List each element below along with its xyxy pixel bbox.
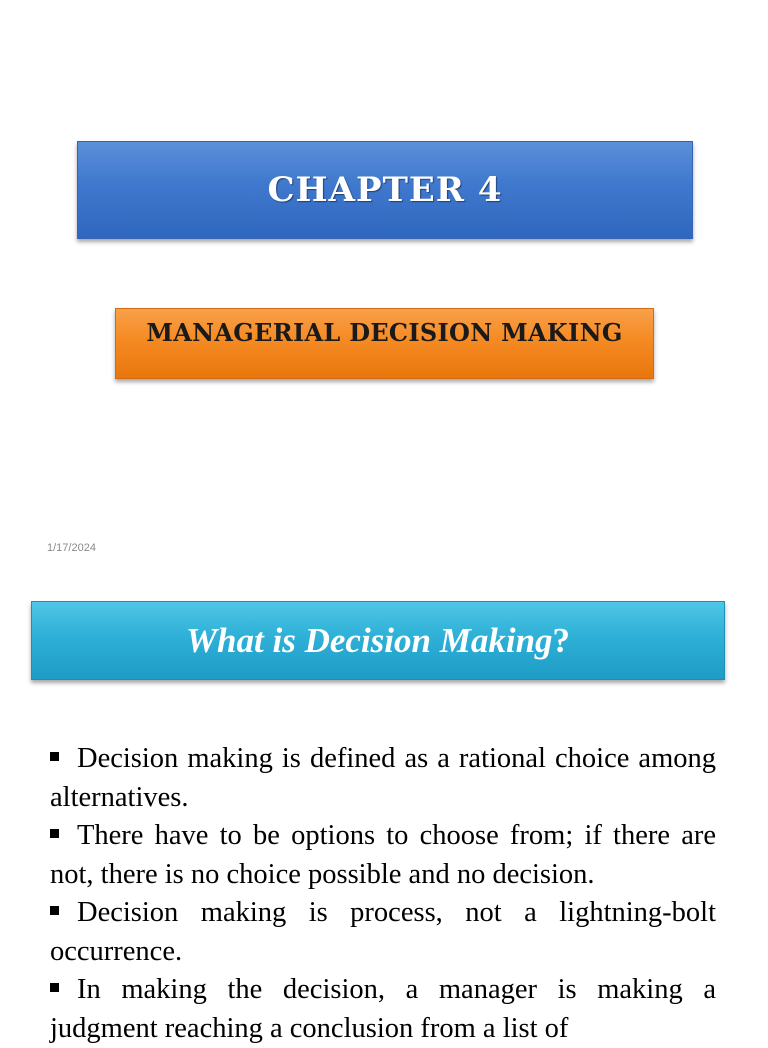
chapter-subtitle: MANAGERIAL DECISION MAKING [146, 318, 623, 347]
slide-heading-text: What is Decision Making [185, 620, 553, 660]
bullet-item [40, 894, 716, 971]
square-bullet-icon [50, 983, 59, 992]
chapter-banner [77, 141, 693, 239]
subtitle-banner [115, 308, 654, 379]
bullet-item [40, 740, 716, 817]
heading-banner [31, 601, 725, 680]
bullet-text: Decision making is defined as a rational choice among alternatives. [50, 743, 716, 813]
bullet-list [40, 740, 716, 1048]
square-bullet-icon [50, 906, 59, 915]
bullet-text: Decision making is process, not a lightning-bolt occurrence. [50, 897, 716, 967]
bullet-item [40, 971, 716, 1048]
slide-heading-punct: ? [552, 620, 571, 660]
chapter-title: CHAPTER 4 [267, 170, 503, 210]
bullet-item [40, 817, 716, 894]
slide-heading [186, 621, 570, 661]
bullet-text: In making the decision, a manager is making a judgment reaching a conclusion from a list of [50, 974, 716, 1044]
bullet-text: There have to be options to choose from; if there are not, there is no choice possible and no decision. [50, 820, 716, 890]
slide-date: 1/17/2024 [47, 542, 96, 554]
square-bullet-icon [50, 752, 59, 761]
square-bullet-icon [50, 829, 59, 838]
